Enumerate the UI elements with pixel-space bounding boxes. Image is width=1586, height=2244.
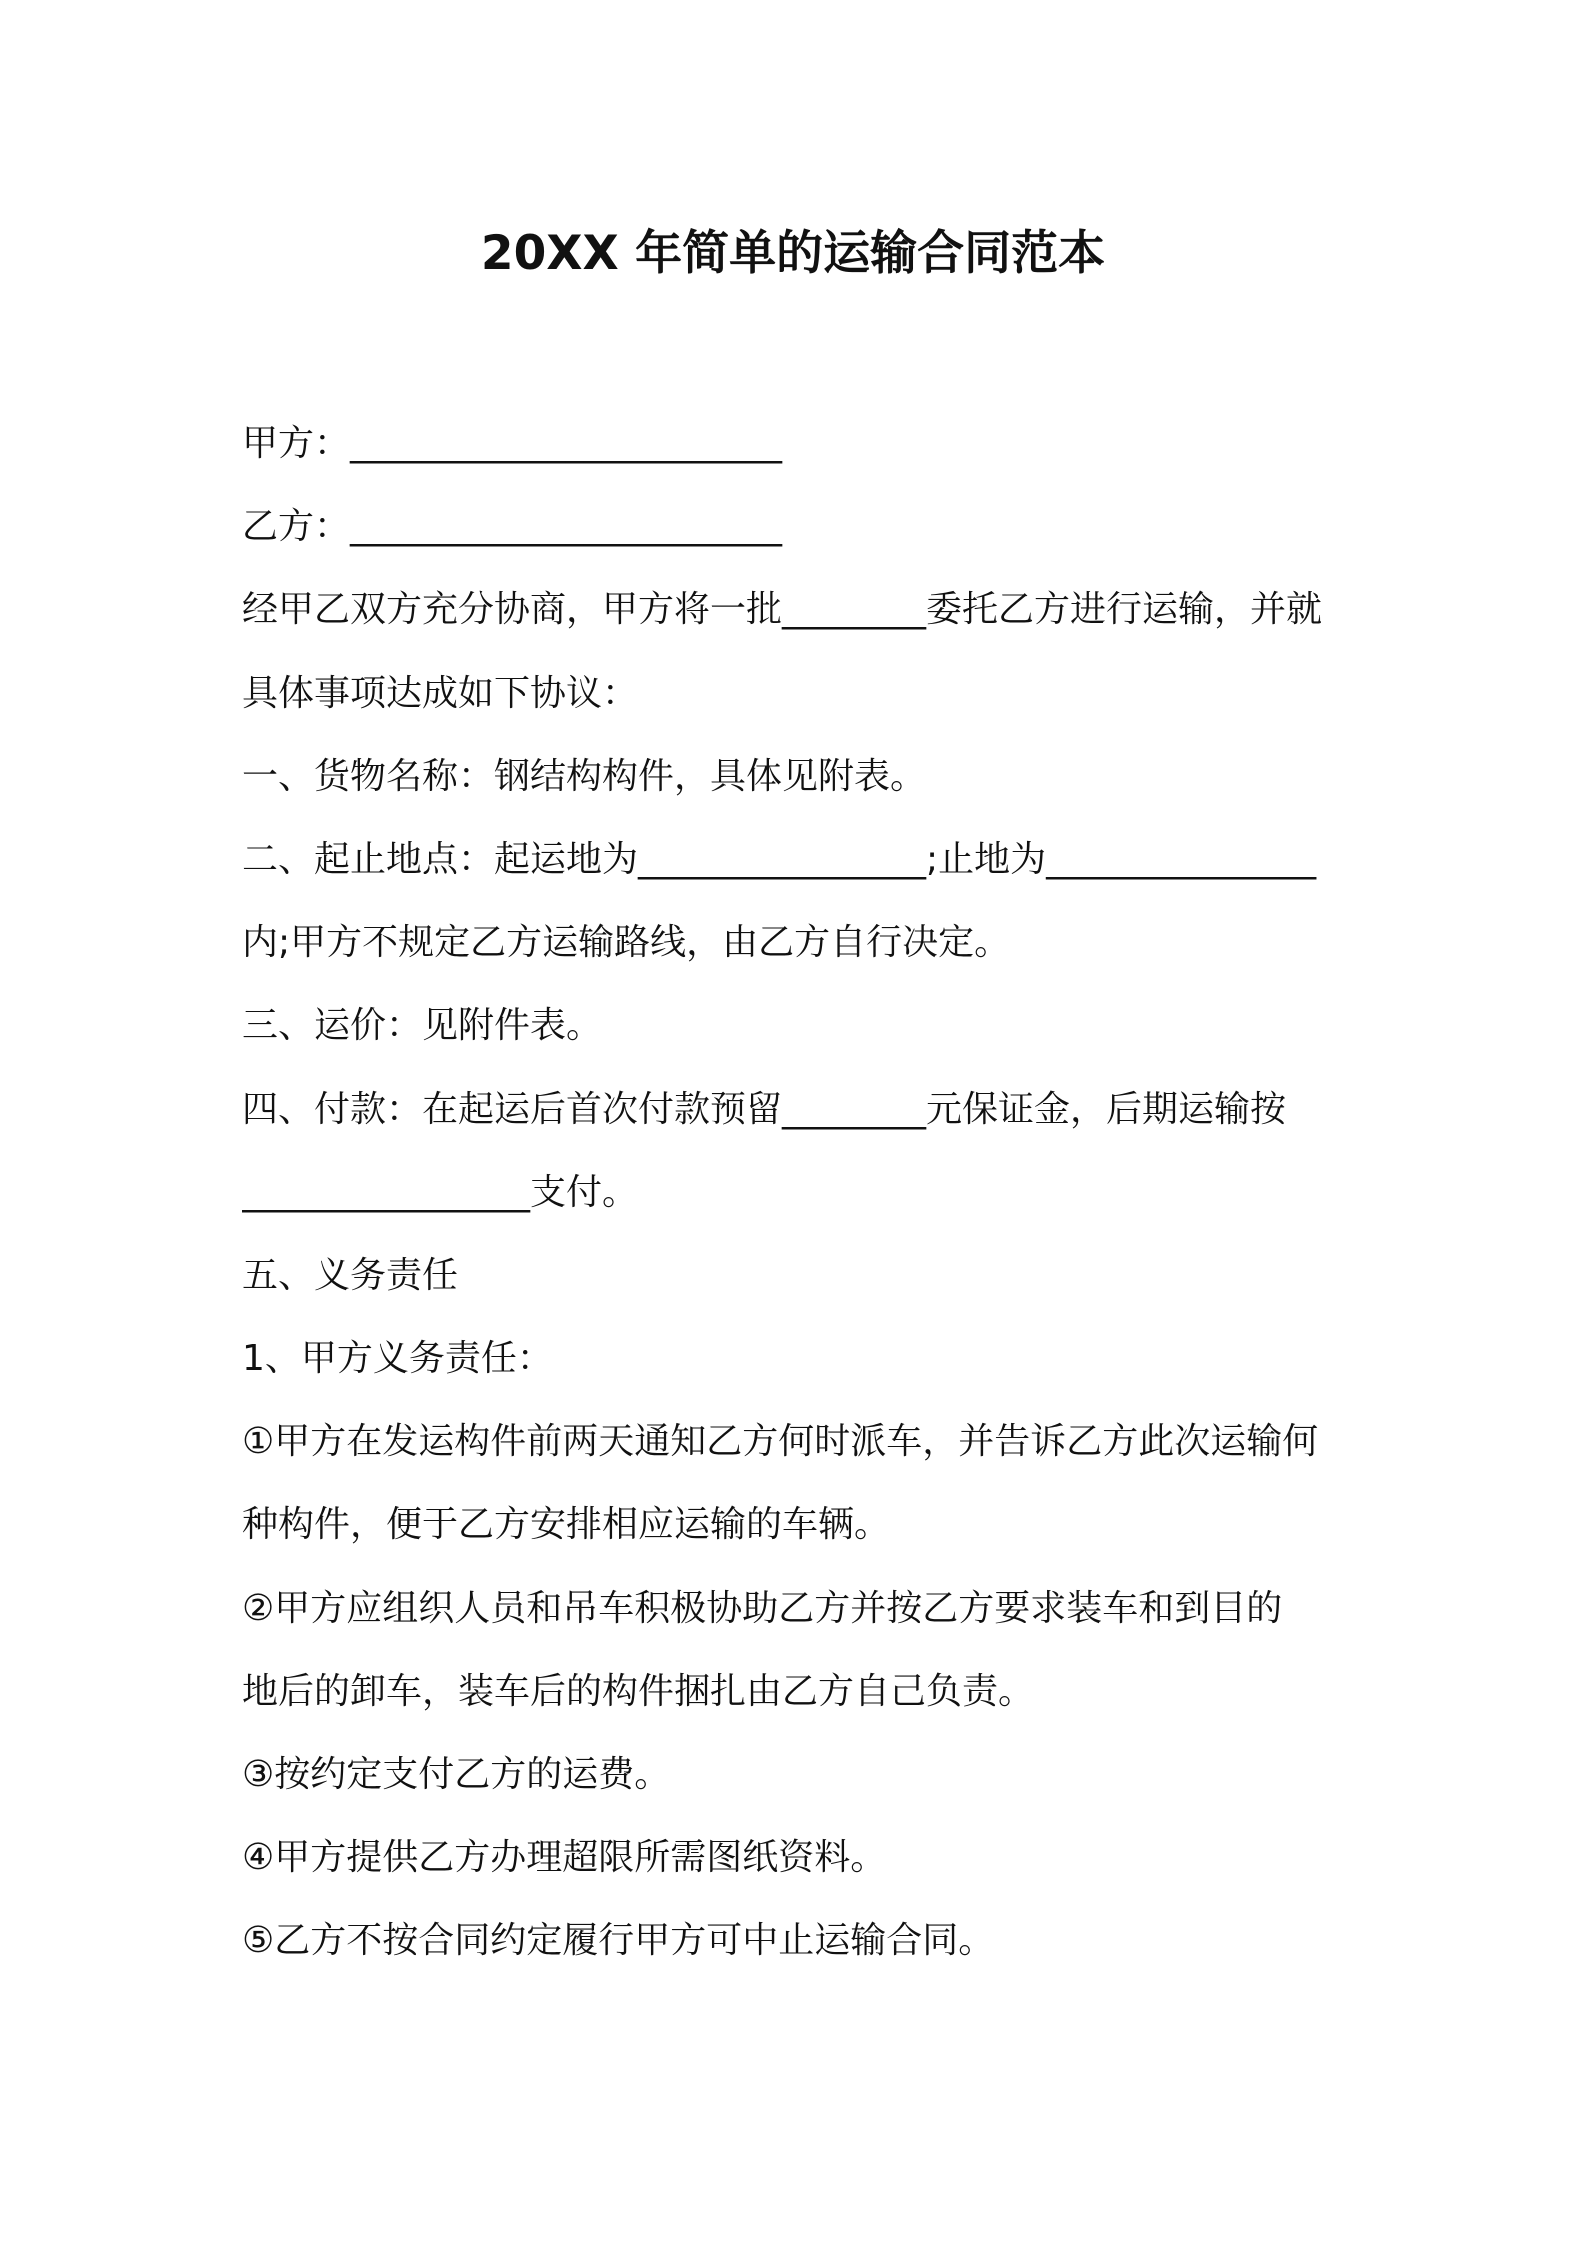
party-a-line: 甲方：________________________ [242,423,783,464]
obligation-item-1-line-1: ①甲方在发运构件前两天通知乙方何时派车，并告诉乙方此次运输何 [242,1421,1319,1463]
document-body [242,402,1352,1983]
obligation-item-5: ⑤乙方不按合同约定履行甲方可中止运输合同。 [242,1920,995,1962]
clause-price: 三、运价：见附件表。 [242,1005,603,1047]
party-a-obligations-heading: 1、甲方义务责任： [242,1338,553,1380]
obligation-item-2-line-2: 地后的卸车，装车后的构件捆扎由乙方自己负责。 [242,1670,1035,1712]
clause-payment-line-1: 四、付款：在起运后首次付款预留________元保证金，后期运输按 [242,1088,1287,1130]
clause-payment-line-2: ________________支付。 [242,1171,639,1213]
obligation-item-4: ④甲方提供乙方办理超限所需图纸资料。 [242,1837,887,1879]
obligation-item-3: ③按约定支付乙方的运费。 [242,1754,671,1795]
preamble-line-2: 具体事项达成如下协议： [242,672,639,714]
clause-route-line-2: 内;甲方不规定乙方运输路线，由乙方自行决定。 [242,922,1011,964]
obligation-item-1-line-2: 种构件，便于乙方安排相应运输的车辆。 [242,1504,891,1546]
preamble-line-1: 经甲乙双方充分协商，甲方将一批________委托乙方进行运输，并就 [242,589,1323,631]
obligation-item-2-line-1: ②甲方应组织人员和吊车积极协助乙方并按乙方要求装车和到目的 [242,1587,1283,1629]
document-title: 20XX 年简单的运输合同范本 [480,226,1106,281]
party-b-line: 乙方：________________________ [242,506,783,548]
clause-obligations-heading: 五、义务责任 [242,1254,459,1296]
clause-route-line-1: 二、起止地点：起运地为________________;止地为_______________ [242,838,1317,880]
clause-goods-name: 一、货物名称：钢结构构件，具体见附表。 [242,755,927,797]
